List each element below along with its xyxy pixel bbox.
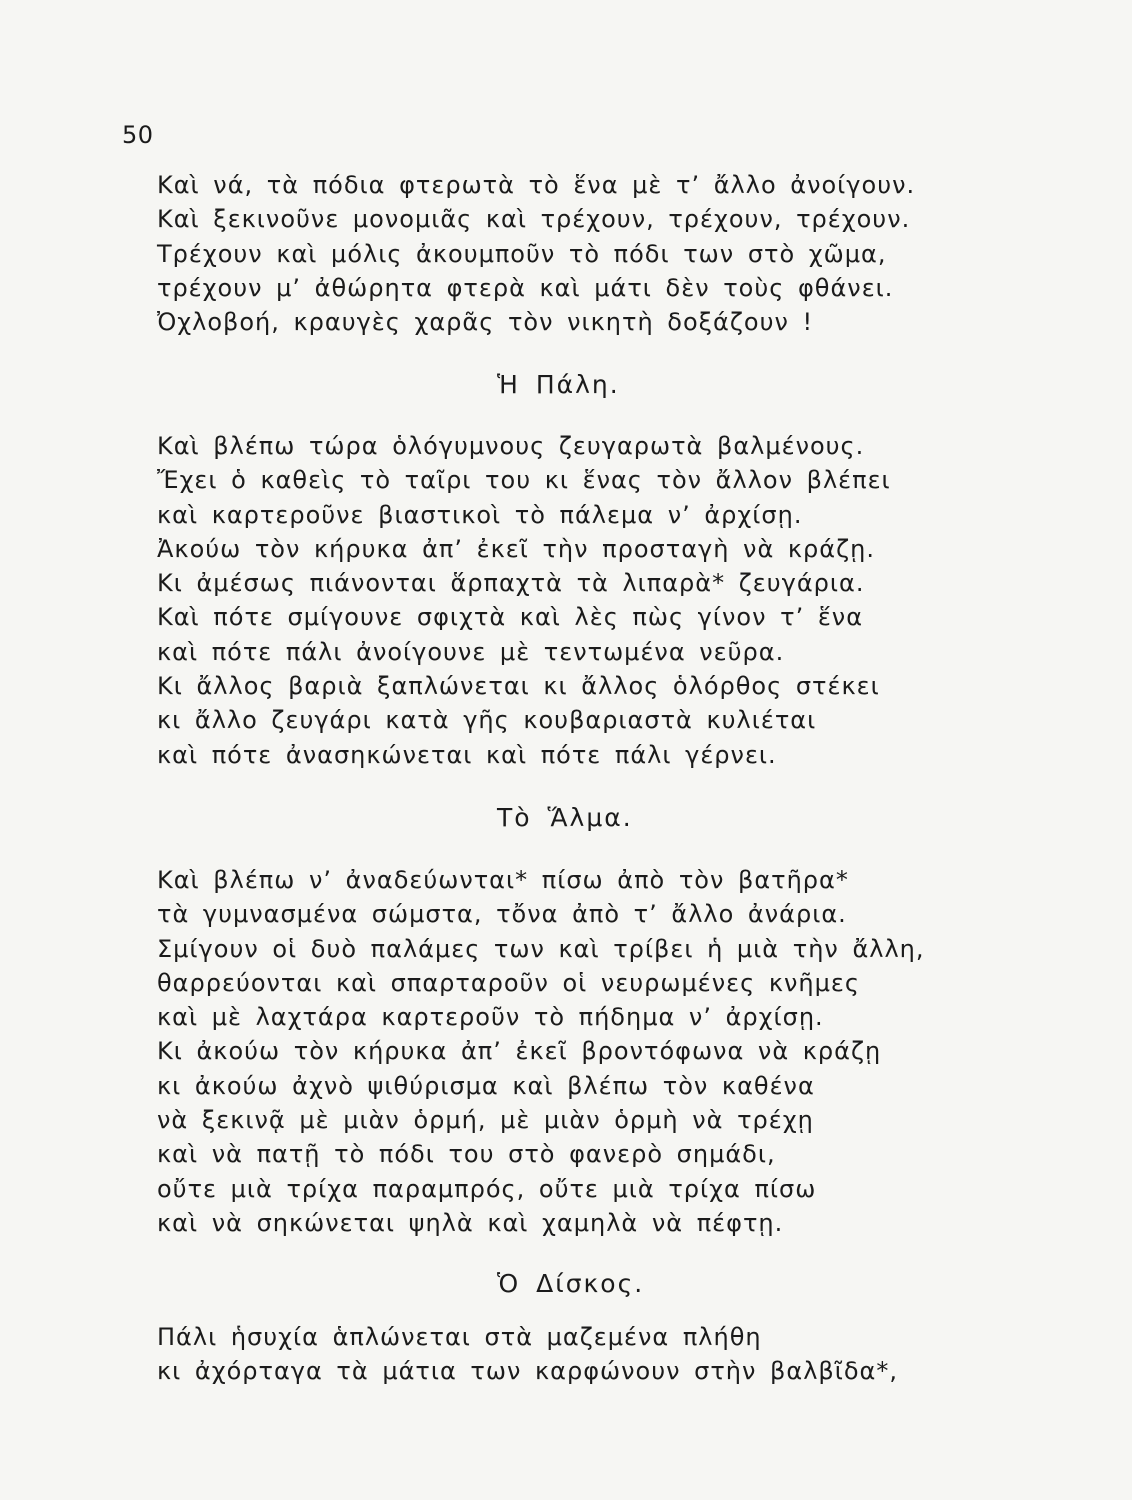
poem-line: καὶ μὲ λαχτάρα καρτεροῦν τὸ πήδημα ν’ ἀρχίσῃ. <box>157 1003 824 1032</box>
poem-stanza-discus <box>157 1320 1057 1389</box>
poem-line: καὶ καρτεροῦνε βιαστικοὶ τὸ πάλεμα ν’ ἀρχίσῃ. <box>157 500 803 529</box>
poem-line: καὶ πότε πάλι ἀνοίγουνε μὲ τεντωμένα νεῦρα. <box>157 637 785 666</box>
poem-line: Τρέχουν καὶ μόλις ἀκουμποῦν τὸ πόδι των στὸ χῶμα, <box>157 239 887 268</box>
section-heading-wrestling: Ἡ Πάλη. <box>497 370 620 399</box>
poem-line: καὶ νὰ πατῇ τὸ πόδι του στὸ φανερὸ σημάδι, <box>157 1140 776 1169</box>
poem-line: θαρρεύονται καὶ σπαρταροῦν οἱ νευρωμένες κνῆμες <box>157 968 860 997</box>
poem-line: καὶ νὰ σηκώνεται ψηλὰ καὶ χαμηλὰ νὰ πέφτῃ. <box>157 1208 784 1237</box>
poem-line: Ἔχει ὁ καθεὶς τὸ ταῖρι του κι ἕνας τὸν ἄλλον βλέπει <box>157 466 891 495</box>
section-heading-jump: Τὸ Ἅλμα. <box>497 803 633 832</box>
poem-line: τὰ γυμνασμένα σώμστα, τὄνα ἀπὸ τ’ ἄλλο ἀνάρια. <box>157 900 847 929</box>
poem-line: Καὶ βλέπω ν’ ἀναδεύωνται* πίσω ἀπὸ τὸν βατῆρα* <box>157 866 849 894</box>
poem-line: Καὶ ξεκινοῦνε μονομιᾶς καὶ τρέχουν, τρέχουν, τρέχουν. <box>157 205 911 234</box>
poem-stanza-opening <box>157 168 1057 339</box>
poem-line: καὶ πότε ἀνασηκώνεται καὶ πότε πάλι γέρνει. <box>157 740 777 769</box>
poem-stanza-jump <box>157 863 1057 1240</box>
poem-line: οὔτε μιὰ τρίχα παραμπρός, οὔτε μιὰ τρίχα πίσω <box>157 1174 817 1203</box>
poem-line: Ὀχλοβοή, κραυγὲς χαρᾶς τὸν νικητὴ δοξάζουν ! <box>157 308 814 337</box>
page-number: 50 <box>122 121 154 149</box>
poem-line: κι ἄλλο ζευγάρι κατὰ γῆς κουβαριαστὰ κυλιέται <box>157 706 817 735</box>
poem-line: Πάλι ἡσυχία ἁπλώνεται στὰ μαζεμένα πλήθη <box>157 1323 762 1351</box>
poem-line: Καὶ νά, τὰ πόδια φτερωτὰ τὸ ἕνα μὲ τ’ ἄλλο ἀνοίγουν. <box>157 171 916 199</box>
poem-line: Καὶ πότε σμίγουνε σφιχτὰ καὶ λὲς πὼς γίνον τ’ ἕνα <box>157 603 864 632</box>
poem-line: κι ἀχόρταγα τὰ μάτια των καρφώνουν στὴν βαλβῖδα*, <box>157 1357 898 1386</box>
poem-line: κι ἀκούω ἀχνὸ ψιθύρισμα καὶ βλέπω τὸν καθένα <box>157 1071 815 1100</box>
poem-line: τρέχουν μ’ ἀθώρητα φτερὰ καὶ μάτι δὲν τοὺς φθάνει. <box>157 273 894 302</box>
poem-line: Σμίγουν οἱ δυὸ παλάμες των καὶ τρίβει ἡ μιὰ τὴν ἄλλη, <box>157 934 925 963</box>
section-heading-discus: Ὁ Δίσκος. <box>497 1269 645 1298</box>
poem-line: νὰ ξεκινᾷ μὲ μιὰν ὁρμή, μὲ μιὰν ὁρμὴ νὰ τρέχῃ <box>157 1106 814 1135</box>
poem-line: Ἀκούω τὸν κήρυκα ἀπ’ ἐκεῖ τὴν προσταγὴ νὰ κράζῃ. <box>157 534 875 563</box>
poem-line: Κι ἀκούω τὸν κήρυκα ἀπ’ ἐκεῖ βροντόφωνα νὰ κράζῃ <box>157 1037 882 1066</box>
poem-line: Κι ἄλλος βαριὰ ξαπλώνεται κι ἄλλος ὁλόρθος στέκει <box>157 672 880 701</box>
poem-stanza-wrestling <box>157 429 1057 772</box>
poem-line: Καὶ βλέπω τώρα ὁλόγυμνους ζευγαρωτὰ βαλμένους. <box>157 432 865 460</box>
poem-line: Κι ἀμέσως πιάνονται ἅρπαχτὰ τὰ λιπαρὰ* ζευγάρια. <box>157 569 865 598</box>
